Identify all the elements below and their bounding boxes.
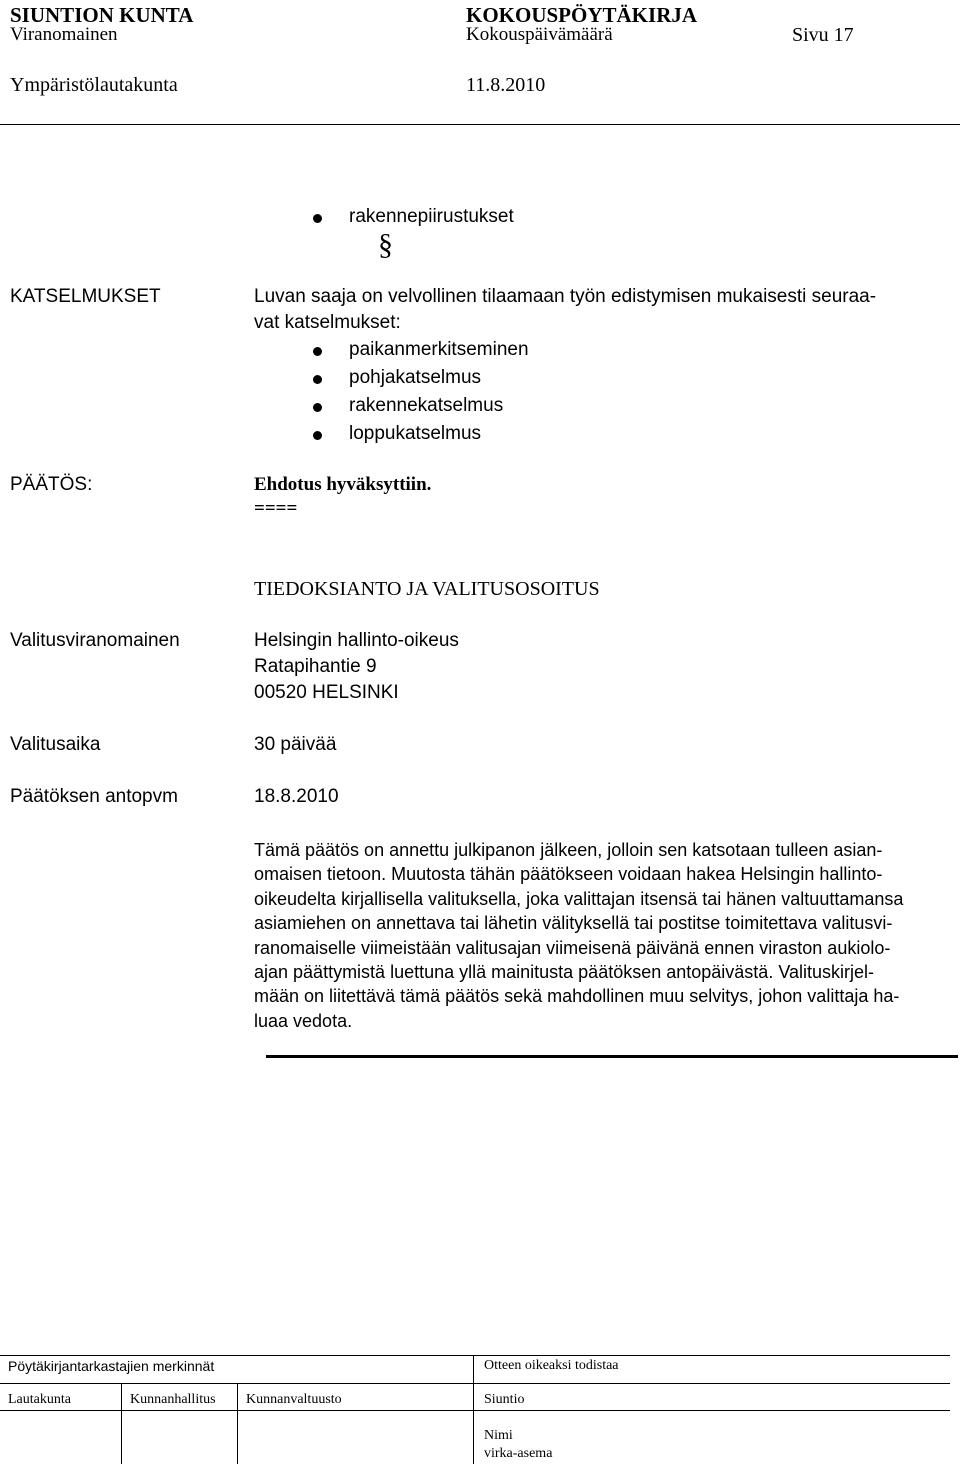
footer-mid-rule: [0, 1383, 950, 1384]
paragraph-line: Tämä päätös on annettu julkipanon jälkeen, jolloin sen katsotaan tulleen asian-: [254, 840, 883, 860]
paragraph-line: oikeudelta kirjallisella valituksella, joka valittajan itsensä tai hänen valtuuttamansa: [254, 888, 904, 909]
appeal-authority-name: Helsingin hallinto-oikeus: [254, 630, 459, 651]
list-item: rakennepiirustukset: [349, 206, 514, 227]
footer-checkers-label: Pöytäkirjantarkastajien merkinnät: [8, 1358, 215, 1374]
footer-lautakunta: Lautakunta: [8, 1392, 71, 1407]
list-item: loppukatselmus: [349, 423, 482, 444]
paragraph-line: asiamiehen on annettava tai lähetin välityksellä tai postitse toimitettava valitusvi-: [254, 913, 893, 934]
list-item: rakennekatselmus: [349, 395, 504, 416]
decision-separator: ====: [254, 498, 298, 519]
footer-name: Nimi: [484, 1428, 513, 1443]
decision-given-label: Päätöksen antopvm: [10, 786, 178, 807]
section-end-rule: [266, 1055, 958, 1058]
document-type: KOKOUSPÖYTÄKIRJA: [466, 3, 698, 27]
section-sign: §: [378, 228, 393, 261]
footer-kunnanvaltuusto: Kunnanvaltuusto: [246, 1392, 342, 1407]
appeal-authority-label: Valitusviranomainen: [10, 630, 180, 651]
page-number: Sivu 17: [792, 24, 854, 46]
appeal-period-label: Valitusaika: [10, 734, 101, 755]
authority-label: Viranomainen: [10, 24, 118, 45]
bullet-icon: [313, 375, 322, 384]
bullet-icon: [313, 431, 322, 440]
decision-given-date: 18.8.2010: [254, 786, 339, 807]
appeal-title: TIEDOKSIANTO JA VALITUSOSOITUS: [254, 578, 600, 600]
footer-divider: [237, 1384, 238, 1464]
footer-top-rule: [0, 1355, 950, 1356]
appeal-period-value: 30 päivää: [254, 734, 337, 755]
footer-position: virka-asema: [484, 1446, 553, 1461]
katselmukset-label: KATSELMUKSET: [10, 286, 161, 307]
paragraph-line: mään on liitettävä tämä päätös sekä mahdollinen muu selvitys, johon valittaja ha-: [254, 986, 900, 1007]
paragraph-line: ranomaiselle viimeistään valitusajan viimeisenä päivänä ennen viraston aukiolo-: [254, 937, 891, 958]
footer-true-copy-label: Otteen oikeaksi todistaa: [484, 1358, 619, 1373]
footer-divider: [473, 1355, 474, 1464]
footer-kunnanhallitus: Kunnanhallitus: [130, 1392, 216, 1407]
authority-name: Ympäristölautakunta: [10, 74, 178, 96]
footer-bottom-rule: [0, 1410, 950, 1411]
bullet-icon: [313, 347, 322, 356]
list-item: paikanmerkitseminen: [349, 339, 529, 360]
municipality-name: SIUNTION KUNTA: [10, 3, 194, 27]
bullet-icon: [313, 214, 322, 223]
paragraph-line: luaa vedota.: [254, 1010, 353, 1031]
decision-text: Ehdotus hyväksyttiin.: [254, 474, 432, 495]
appeal-postal: 00520 HELSINKI: [254, 682, 399, 703]
appeal-street: Ratapihantie 9: [254, 656, 377, 677]
header-divider: [0, 124, 960, 125]
katselmukset-intro-line1: Luvan saaja on velvollinen tilaamaan työn edistymisen mukaisesti seuraa-: [254, 286, 877, 307]
bullet-icon: [313, 403, 322, 412]
katselmukset-intro-line2: vat katselmukset:: [254, 312, 401, 333]
meeting-date-label: Kokouspäivämäärä: [466, 24, 613, 45]
paragraph-line: omaisen tietoon. Muutosta tähän päätökseen voidaan hakea Helsingin hallinto-: [254, 864, 883, 885]
list-item: pohjakatselmus: [349, 367, 482, 388]
footer-divider: [121, 1384, 122, 1464]
appeal-paragraph: [254, 838, 954, 1033]
decision-label: PÄÄTÖS:: [10, 474, 93, 495]
paragraph-line: ajan päättymistä luettuna yllä mainitusta päätöksen antopäivästä. Valituskirjel-: [254, 962, 875, 983]
meeting-date: 11.8.2010: [466, 74, 546, 96]
footer-place: Siuntio: [484, 1392, 525, 1407]
